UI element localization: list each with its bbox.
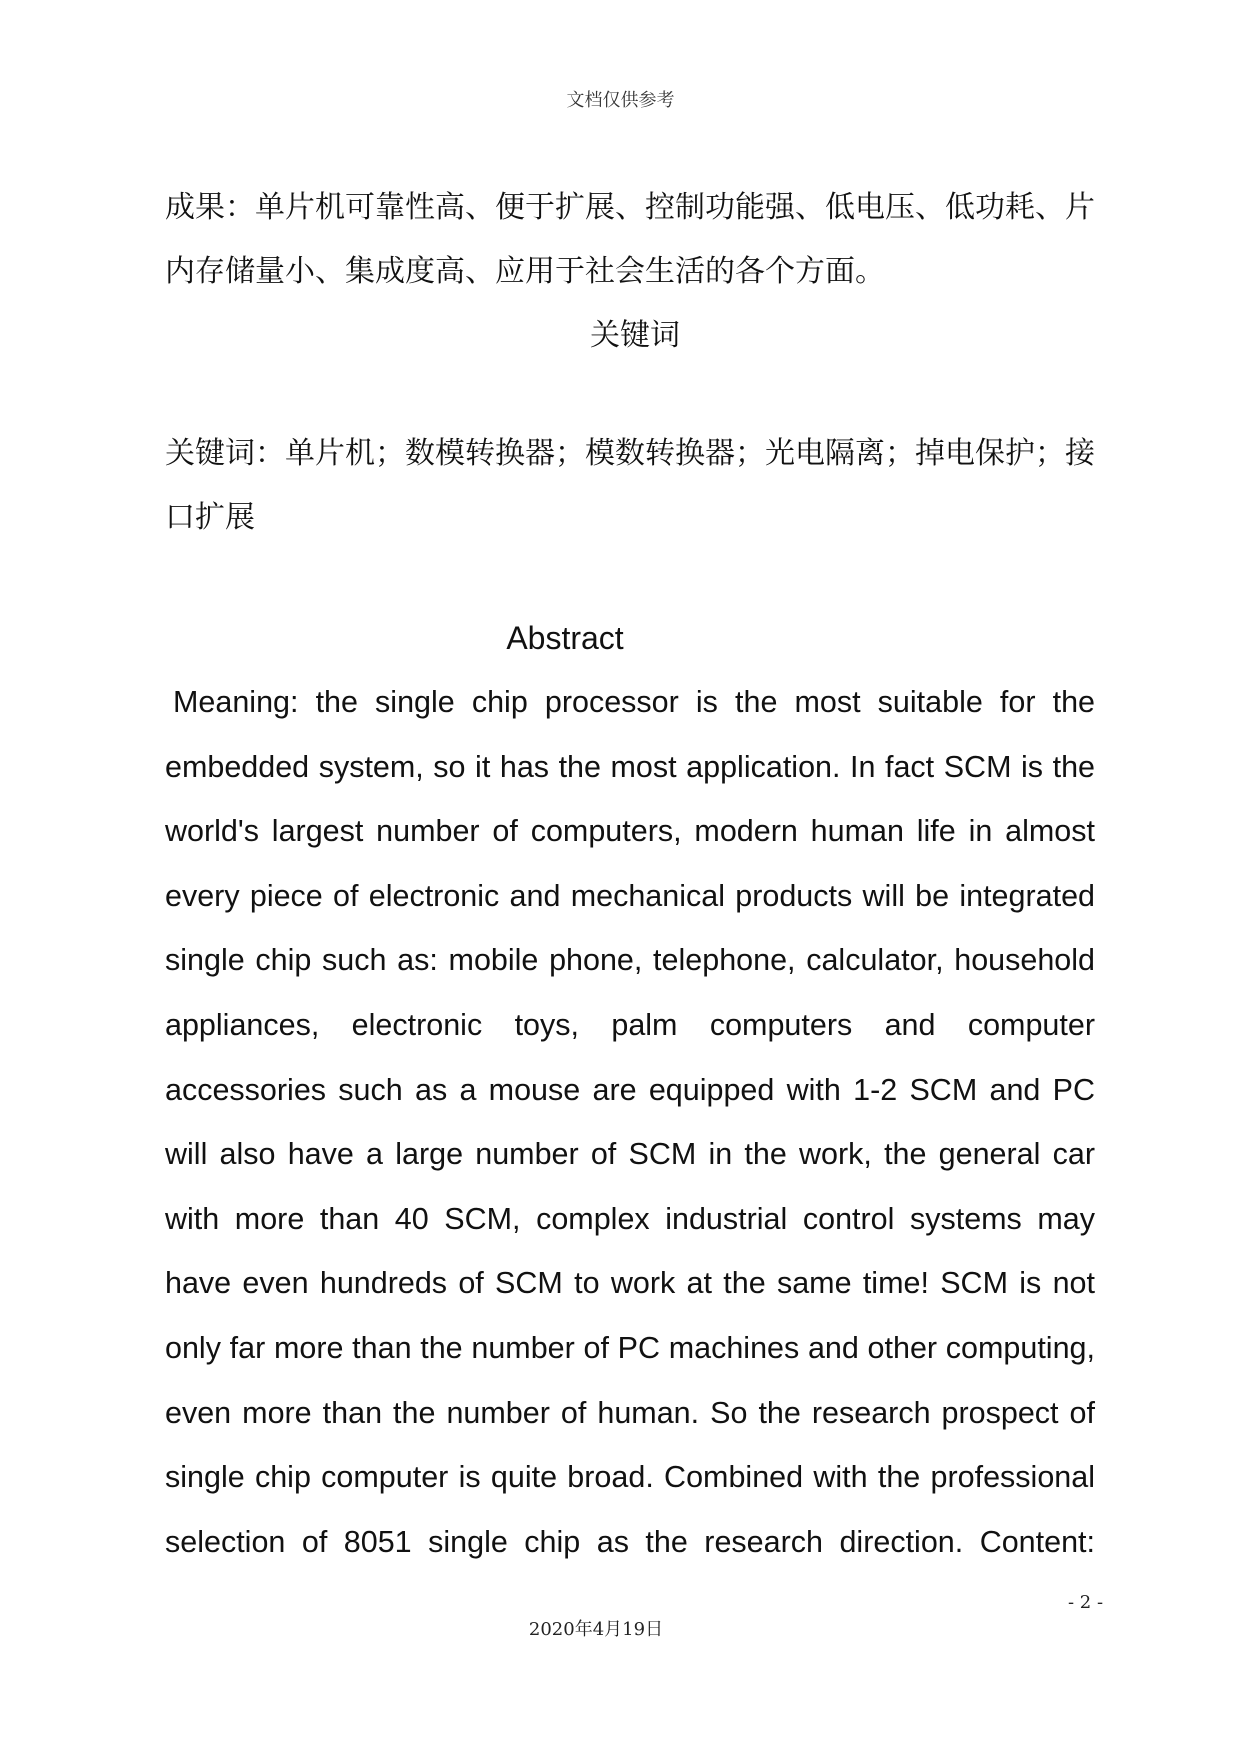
footer-date: 2020年4月19日 [528, 1619, 664, 1640]
page-header: 文档仅供参考 [566, 90, 675, 111]
keywords-heading: 关键词 [590, 318, 680, 353]
results-paragraph: 成果：单片机可靠性高、便于扩展、控制功能强、低电压、低功耗、片内存储量小、集成度高、应用于社会生活的各个方面。 [165, 190, 1095, 289]
page-content [165, 176, 1095, 1574]
page-number: - 2 - [1068, 1592, 1104, 1613]
spacer [165, 368, 1095, 422]
abstract-heading: Abstract [506, 620, 624, 656]
keywords-paragraph: 关键词：单片机；数模转换器；模数转换器；光电隔离；掉电保护；接口扩展 [165, 436, 1095, 535]
abstract-body: Meaning: the single chip processor is the most suitable for the embedded system, so it has the most application. In fact SCM is the world's largest number of computers, modern human life in almost every piece of electronic and mechanical products will be integrated single chip such as: mobile phone, telephone, calculator, household appliances, electronic toys, palm computers and computer accessories such as a mouse are equipped with 1-2 SCM and PC will also have a large number of SCM in the work, the general car with more than 40 SCM, complex industrial control systems may have even hundreds of SCM to work at the same time! SCM is not only far more than the number of PC machines and other computing, even more than the number of human. So the research prospect of single chip computer is quite broad. Combined with the professional selection of 8051 single chip as the research direction. Content: [165, 685, 1095, 1559]
spacer [165, 550, 1095, 606]
